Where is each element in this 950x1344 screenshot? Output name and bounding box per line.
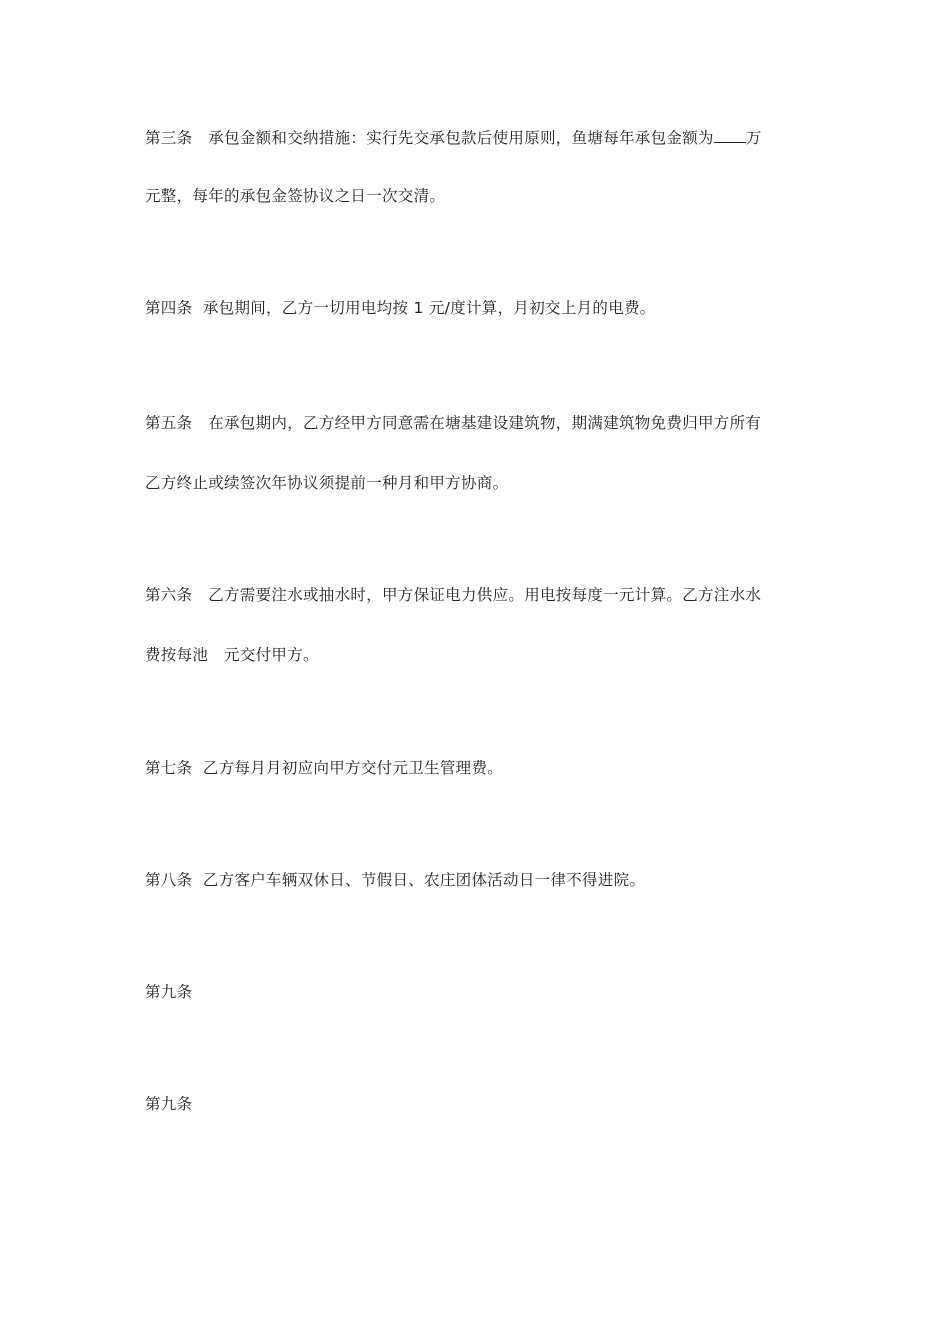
article-3-text: 第三条 承包金额和交纳措施：实行先交承包款后使用原则，鱼塘每年承包金额为 <box>145 129 714 147</box>
article-7: 第七条 乙方每月月初应向甲方交付元卫生管理费。 <box>145 759 504 777</box>
article-3-line-2: 元整，每年的承包金签协议之日一次交清。 <box>145 187 446 205</box>
article-9-heading: 第九条 <box>145 983 193 1001</box>
article-6-line-1: 第六条 乙方需要注水或抽水时，甲方保证电力供应。用电按每度一元计算。乙方注水水 <box>145 586 762 604</box>
article-4: 第四条 承包期间，乙方一切用电均按 1 元/度计算，月初交上月的电费。 <box>145 299 656 317</box>
article-5-line-1: 第五条 在承包期内，乙方经甲方同意需在塘基建设建筑物，期满建筑物免费归甲方所有 <box>145 414 762 432</box>
article-9-heading-repeat: 第九条 <box>145 1095 193 1113</box>
blank-underline <box>714 127 746 143</box>
article-3-unit: 万 <box>745 129 762 147</box>
article-3-line-1 <box>145 127 762 148</box>
article-6-line-2: 费按每池 元交付甲方。 <box>145 646 319 664</box>
article-8: 第八条 乙方客户车辆双休日、节假日、农庄团体活动日一律不得进院。 <box>145 871 646 889</box>
article-5-line-2: 乙方终止或续签次年协议须提前一种月和甲方协商。 <box>145 474 509 492</box>
